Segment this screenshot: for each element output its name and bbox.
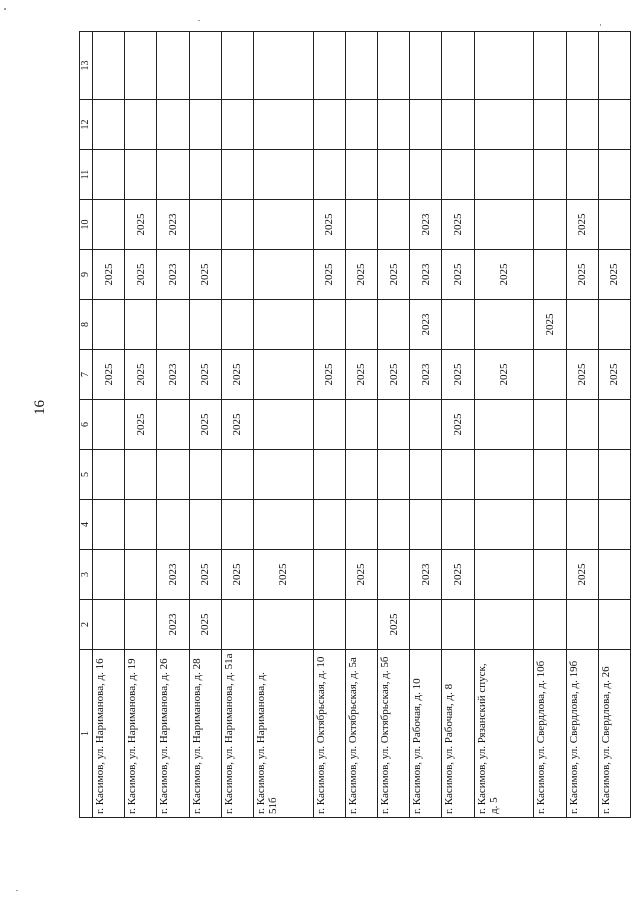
year-cell bbox=[598, 32, 630, 100]
year-cell bbox=[221, 32, 253, 100]
year-cell: 2023 bbox=[410, 200, 442, 250]
year-cell: 2023 bbox=[157, 350, 189, 400]
year-cell: 2023 bbox=[157, 550, 189, 600]
year-cell: 2025 bbox=[442, 400, 474, 450]
column-header: 2 bbox=[80, 600, 93, 650]
scan-speck bbox=[600, 24, 601, 26]
year-cell: 2025 bbox=[442, 200, 474, 250]
address-cell: г. Касимов, ул. Октябрьская, д. 5б bbox=[378, 650, 410, 818]
year-cell bbox=[534, 250, 566, 300]
year-cell bbox=[345, 500, 377, 550]
year-cell bbox=[313, 500, 345, 550]
year-cell bbox=[378, 200, 410, 250]
year-cell: 2025 bbox=[189, 350, 221, 400]
year-cell bbox=[253, 350, 313, 400]
year-cell: 2025 bbox=[345, 550, 377, 600]
year-cell bbox=[378, 550, 410, 600]
year-cell: 2025 bbox=[221, 550, 253, 600]
year-cell bbox=[474, 600, 534, 650]
table-row bbox=[221, 32, 253, 818]
year-cell bbox=[410, 400, 442, 450]
table-row bbox=[442, 32, 474, 818]
year-cell bbox=[253, 450, 313, 500]
year-cell: 2025 bbox=[566, 200, 598, 250]
year-cell bbox=[125, 600, 157, 650]
year-cell: 2025 bbox=[345, 250, 377, 300]
year-cell: 2025 bbox=[189, 550, 221, 600]
year-cell bbox=[313, 400, 345, 450]
year-cell bbox=[93, 550, 125, 600]
year-cell bbox=[345, 400, 377, 450]
year-cell bbox=[598, 500, 630, 550]
year-cell bbox=[410, 32, 442, 100]
year-cell: 2025 bbox=[125, 250, 157, 300]
year-cell: 2025 bbox=[189, 600, 221, 650]
year-cell bbox=[474, 500, 534, 550]
year-cell bbox=[474, 450, 534, 500]
year-cell bbox=[189, 100, 221, 150]
year-cell bbox=[442, 150, 474, 200]
year-cell bbox=[221, 100, 253, 150]
year-cell: 2025 bbox=[378, 350, 410, 400]
year-cell bbox=[566, 600, 598, 650]
year-cell bbox=[566, 450, 598, 500]
table-row bbox=[378, 32, 410, 818]
year-cell bbox=[189, 450, 221, 500]
year-cell bbox=[534, 400, 566, 450]
year-cell bbox=[598, 100, 630, 150]
year-cell bbox=[474, 300, 534, 350]
year-cell bbox=[410, 450, 442, 500]
year-cell bbox=[442, 100, 474, 150]
year-cell bbox=[598, 600, 630, 650]
year-cell bbox=[598, 400, 630, 450]
year-cell bbox=[534, 600, 566, 650]
year-cell bbox=[125, 500, 157, 550]
year-cell bbox=[157, 400, 189, 450]
table-row bbox=[566, 32, 598, 818]
year-cell bbox=[566, 300, 598, 350]
year-cell: 2025 bbox=[534, 300, 566, 350]
year-cell bbox=[221, 600, 253, 650]
year-cell bbox=[221, 300, 253, 350]
year-cell: 2025 bbox=[125, 400, 157, 450]
year-cell: 2025 bbox=[313, 350, 345, 400]
year-cell bbox=[93, 450, 125, 500]
year-cell: 2023 bbox=[157, 250, 189, 300]
year-cell bbox=[157, 150, 189, 200]
scan-speck bbox=[16, 890, 18, 891]
table-body bbox=[93, 32, 631, 818]
year-cell: 2025 bbox=[378, 600, 410, 650]
year-cell bbox=[93, 200, 125, 250]
column-header: 12 bbox=[80, 100, 93, 150]
year-cell bbox=[93, 150, 125, 200]
year-cell: 2025 bbox=[313, 250, 345, 300]
column-header: 1 bbox=[80, 650, 93, 818]
year-cell bbox=[598, 550, 630, 600]
year-cell bbox=[313, 450, 345, 500]
year-cell bbox=[125, 300, 157, 350]
table-row bbox=[93, 32, 125, 818]
year-cell bbox=[253, 300, 313, 350]
year-cell bbox=[474, 550, 534, 600]
year-cell: 2025 bbox=[566, 350, 598, 400]
table-row bbox=[410, 32, 442, 818]
year-cell: 2025 bbox=[566, 550, 598, 600]
year-cell bbox=[221, 150, 253, 200]
year-cell bbox=[534, 450, 566, 500]
year-cell bbox=[253, 250, 313, 300]
year-cell bbox=[157, 300, 189, 350]
address-cell: г. Касимов, ул. Рабочая, д. 10 bbox=[410, 650, 442, 818]
column-header: 6 bbox=[80, 400, 93, 450]
year-cell bbox=[378, 100, 410, 150]
address-cell: г. Касимов, ул. Свердлова, д. 19б bbox=[566, 650, 598, 818]
year-cell bbox=[378, 500, 410, 550]
year-cell bbox=[221, 200, 253, 250]
year-cell bbox=[93, 100, 125, 150]
year-cell bbox=[157, 32, 189, 100]
header-row bbox=[80, 32, 93, 818]
year-cell bbox=[253, 200, 313, 250]
year-cell: 2025 bbox=[221, 350, 253, 400]
year-cell: 2025 bbox=[125, 200, 157, 250]
year-cell bbox=[253, 600, 313, 650]
year-cell bbox=[125, 32, 157, 100]
data-table bbox=[79, 31, 631, 818]
table-row bbox=[157, 32, 189, 818]
year-cell bbox=[345, 200, 377, 250]
year-cell bbox=[378, 450, 410, 500]
year-cell bbox=[566, 400, 598, 450]
year-cell bbox=[534, 100, 566, 150]
year-cell bbox=[442, 450, 474, 500]
year-cell: 2025 bbox=[442, 350, 474, 400]
year-cell bbox=[93, 32, 125, 100]
table-row bbox=[474, 32, 534, 818]
year-cell bbox=[157, 500, 189, 550]
year-cell bbox=[313, 150, 345, 200]
year-cell: 2025 bbox=[474, 350, 534, 400]
year-cell: 2025 bbox=[253, 550, 313, 600]
year-cell bbox=[189, 300, 221, 350]
year-cell bbox=[345, 150, 377, 200]
year-cell bbox=[534, 350, 566, 400]
column-header: 9 bbox=[80, 250, 93, 300]
year-cell bbox=[474, 200, 534, 250]
year-cell bbox=[598, 200, 630, 250]
year-cell bbox=[157, 450, 189, 500]
year-cell: 2025 bbox=[566, 250, 598, 300]
year-cell bbox=[534, 200, 566, 250]
year-cell: 2025 bbox=[221, 400, 253, 450]
year-cell bbox=[253, 32, 313, 100]
year-cell bbox=[253, 150, 313, 200]
table-row bbox=[598, 32, 630, 818]
year-cell bbox=[442, 500, 474, 550]
column-header: 10 bbox=[80, 200, 93, 250]
address-cell: г. Касимов, ул. Октябрьская, д. 10 bbox=[313, 650, 345, 818]
year-cell: 2023 bbox=[157, 200, 189, 250]
year-cell bbox=[410, 150, 442, 200]
year-cell bbox=[125, 450, 157, 500]
year-cell bbox=[93, 300, 125, 350]
year-cell bbox=[345, 600, 377, 650]
year-cell bbox=[566, 500, 598, 550]
year-cell bbox=[313, 300, 345, 350]
year-cell bbox=[345, 32, 377, 100]
year-cell bbox=[410, 600, 442, 650]
year-cell bbox=[221, 450, 253, 500]
year-cell bbox=[566, 100, 598, 150]
year-cell bbox=[378, 32, 410, 100]
address-cell: г. Касимов, ул. Нариманова, д. 51б bbox=[253, 650, 313, 818]
year-cell bbox=[410, 100, 442, 150]
year-cell: 2025 bbox=[598, 350, 630, 400]
year-cell: 2025 bbox=[125, 350, 157, 400]
table-row bbox=[125, 32, 157, 818]
year-cell bbox=[474, 32, 534, 100]
year-cell bbox=[534, 150, 566, 200]
year-cell bbox=[534, 550, 566, 600]
year-cell bbox=[534, 500, 566, 550]
year-cell: 2025 bbox=[378, 250, 410, 300]
year-cell: 2025 bbox=[598, 250, 630, 300]
table-row bbox=[534, 32, 566, 818]
year-cell bbox=[442, 300, 474, 350]
year-cell bbox=[566, 32, 598, 100]
year-cell bbox=[253, 400, 313, 450]
column-header: 3 bbox=[80, 550, 93, 600]
year-cell bbox=[474, 100, 534, 150]
year-cell bbox=[189, 500, 221, 550]
year-cell bbox=[442, 600, 474, 650]
year-cell: 2025 bbox=[189, 250, 221, 300]
table-container bbox=[79, 32, 631, 818]
year-cell bbox=[189, 32, 221, 100]
year-cell bbox=[598, 150, 630, 200]
year-cell bbox=[598, 450, 630, 500]
address-cell: г. Касимов, ул. Рабочая, д. 8 bbox=[442, 650, 474, 818]
year-cell: 2023 bbox=[410, 550, 442, 600]
year-cell bbox=[221, 250, 253, 300]
year-cell bbox=[566, 150, 598, 200]
year-cell bbox=[534, 32, 566, 100]
year-cell bbox=[378, 400, 410, 450]
column-header: 7 bbox=[80, 350, 93, 400]
year-cell bbox=[598, 300, 630, 350]
year-cell bbox=[253, 500, 313, 550]
year-cell: 2025 bbox=[93, 250, 125, 300]
year-cell: 2023 bbox=[410, 300, 442, 350]
year-cell bbox=[378, 300, 410, 350]
table-row bbox=[253, 32, 313, 818]
year-cell bbox=[125, 100, 157, 150]
year-cell: 2025 bbox=[442, 550, 474, 600]
year-cell bbox=[313, 32, 345, 100]
year-cell bbox=[313, 600, 345, 650]
year-cell bbox=[93, 500, 125, 550]
year-cell bbox=[345, 450, 377, 500]
year-cell bbox=[93, 600, 125, 650]
year-cell bbox=[125, 150, 157, 200]
year-cell bbox=[93, 400, 125, 450]
column-header: 13 bbox=[80, 32, 93, 100]
scan-speck bbox=[198, 20, 200, 21]
year-cell bbox=[442, 32, 474, 100]
column-header: 4 bbox=[80, 500, 93, 550]
year-cell bbox=[474, 400, 534, 450]
column-header: 8 bbox=[80, 300, 93, 350]
year-cell: 2025 bbox=[189, 400, 221, 450]
table-row bbox=[189, 32, 221, 818]
year-cell bbox=[345, 100, 377, 150]
year-cell: 2025 bbox=[93, 350, 125, 400]
address-cell: г. Касимов, ул. Нариманова, д. 16 bbox=[93, 650, 125, 818]
table-row bbox=[345, 32, 377, 818]
year-cell: 2025 bbox=[442, 250, 474, 300]
address-cell: г. Касимов, ул. Октябрьская, д. 5а bbox=[345, 650, 377, 818]
year-cell bbox=[221, 500, 253, 550]
address-cell: г. Касимов, ул. Нариманова, д. 51а bbox=[221, 650, 253, 818]
address-cell: г. Касимов, ул. Свердлова, д. 10б bbox=[534, 650, 566, 818]
year-cell bbox=[378, 150, 410, 200]
page-number: 16 bbox=[32, 400, 48, 415]
address-cell: г. Касимов, ул. Нариманова, д. 26 bbox=[157, 650, 189, 818]
address-cell: г. Касимов, ул. Рязанский спуск, д. 5 bbox=[474, 650, 534, 818]
year-cell bbox=[189, 150, 221, 200]
year-cell: 2025 bbox=[313, 200, 345, 250]
year-cell bbox=[345, 300, 377, 350]
year-cell bbox=[474, 150, 534, 200]
scan-speck bbox=[4, 8, 6, 10]
address-cell: г. Касимов, ул. Свердлова, д. 26 bbox=[598, 650, 630, 818]
year-cell bbox=[253, 100, 313, 150]
year-cell: 2023 bbox=[410, 250, 442, 300]
table-row bbox=[313, 32, 345, 818]
year-cell bbox=[157, 100, 189, 150]
year-cell: 2023 bbox=[157, 600, 189, 650]
year-cell bbox=[125, 550, 157, 600]
column-header: 11 bbox=[80, 150, 93, 200]
year-cell: 2025 bbox=[345, 350, 377, 400]
year-cell: 2025 bbox=[474, 250, 534, 300]
year-cell bbox=[313, 100, 345, 150]
column-header: 5 bbox=[80, 450, 93, 500]
address-cell: г. Касимов, ул. Нариманова, д. 28 bbox=[189, 650, 221, 818]
year-cell bbox=[313, 550, 345, 600]
year-cell bbox=[410, 500, 442, 550]
address-cell: г. Касимов, ул. Нариманова, д. 19 bbox=[125, 650, 157, 818]
year-cell: 2023 bbox=[410, 350, 442, 400]
year-cell bbox=[189, 200, 221, 250]
